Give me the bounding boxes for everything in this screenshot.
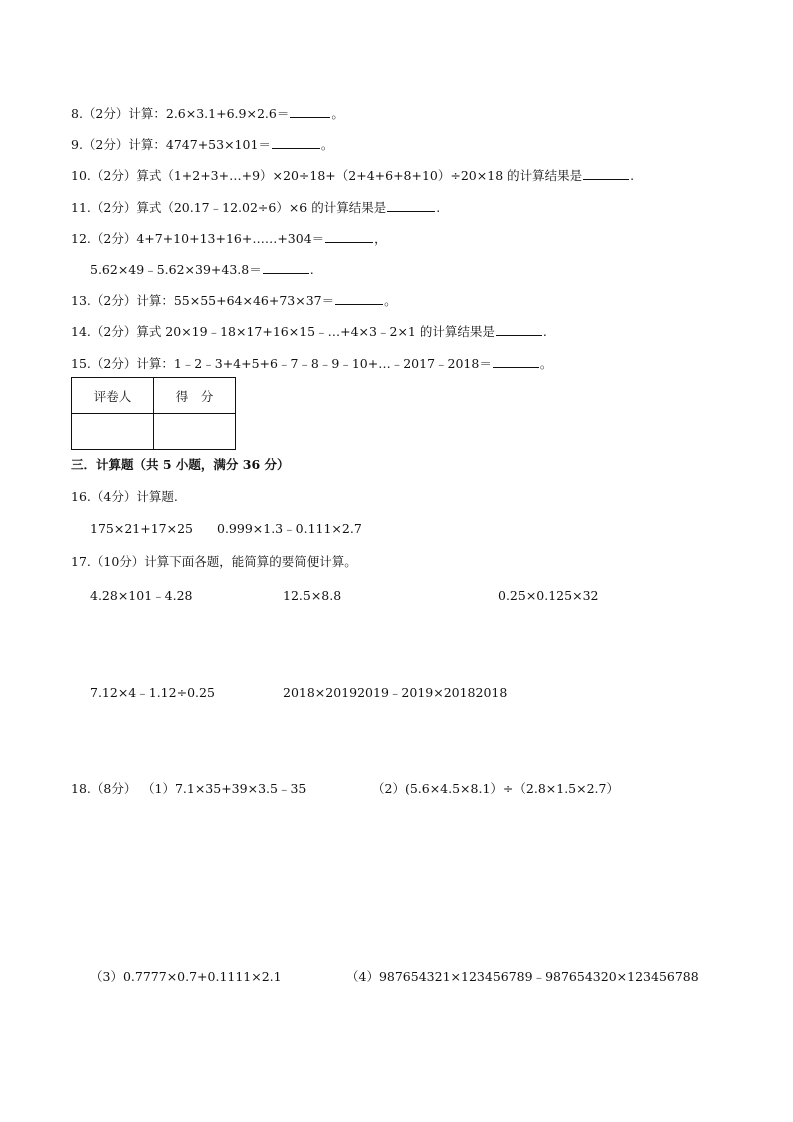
question-12-text: 12.（2分）4+7+10+13+16+……+304＝ [71,231,325,246]
question-18-item-1: （1）7.1×35+39×3.5﹣35 [142,781,307,796]
answer-blank [387,199,435,212]
question-10-text: 10.（2分）算式（1+2+3+…+9）×20÷18+（2+4+6+8+10）÷20×18 的计算结果是 [71,168,583,183]
question-10 [71,167,634,184]
question-11-text: 11.（2分）算式（20.17﹣12.02÷6）×6 的计算结果是 [71,200,387,215]
grader-header: 评卷人 [72,378,154,414]
question-13-text: 13.（2分）计算：55×55+64×46+73×37＝ [71,293,335,308]
question-17-title: 17.（10分）计算下面各题，能简算的要简便计算。 [71,554,357,569]
answer-blank [325,230,373,243]
question-13-suffix: 。 [384,293,397,308]
score-table [71,377,236,450]
question-14-text: 14.（2分）算式 20×19﹣18×17+16×15﹣…+4×3﹣2×1 的计算结果是 [71,324,495,339]
question-11 [71,199,440,216]
question-12b-suffix: . [309,262,314,277]
question-14-suffix: . [542,324,547,339]
section-3-heading: 三．计算题（共 5 小题，满分 36 分） [71,457,290,472]
question-11-suffix: . [436,200,441,215]
question-12-part-b [90,261,314,278]
question-8 [71,105,344,122]
question-16-item-2: 0.999×1.3﹣0.111×2.7 [217,521,362,536]
answer-blank [290,105,330,118]
question-9 [71,136,333,153]
question-9-suffix: 。 [320,137,334,152]
grader-cell [72,414,154,450]
answer-blank [263,261,309,274]
answer-blank [272,136,320,149]
question-9-text: 9.（2分）计算：4747+53×101＝ [71,137,271,152]
question-15-suffix: 。 [539,356,553,371]
question-12 [71,230,387,247]
answer-blank [583,167,629,180]
answer-blank [335,292,383,305]
question-18-item-3: （3）0.7777×0.7+0.1111×2.1 [90,969,282,984]
question-12-suffix: ， [374,231,387,246]
question-15 [71,355,552,372]
answer-blank [496,323,542,336]
question-17-item-3: 0.25×0.125×32 [498,588,599,603]
question-18-item-2: （2）(5.6×4.5×8.1）÷（2.8×1.5×2.7） [372,781,619,796]
score-header: 得 分 [154,378,236,414]
question-13 [71,292,397,309]
question-17-item-1: 4.28×101﹣4.28 [90,588,193,603]
question-18-item-4: （4）987654321×123456789﹣987654320×123456788 [346,969,699,984]
question-17-item-4: 7.12×4﹣1.12÷0.25 [90,685,215,700]
question-16-item-1: 175×21+17×25 [90,521,193,536]
score-cell [154,414,236,450]
question-16-title: 16.（4分）计算题. [71,489,178,504]
question-14 [71,323,547,340]
question-18-prefix: 18.（8分） [71,781,137,796]
answer-blank [493,355,539,368]
question-8-suffix: 。 [331,106,344,121]
question-17-item-5: 2018×20192019﹣2019×20182018 [283,685,508,700]
question-8-text: 8.（2分）计算：2.6×3.1+6.9×2.6＝ [71,106,290,121]
question-10-suffix: . [630,168,635,183]
question-15-text: 15.（2分）计算：1﹣2﹣3+4+5+6﹣7﹣8﹣9﹣10+…﹣2017﹣2018＝ [71,356,492,371]
question-17-item-2: 12.5×8.8 [283,588,342,603]
question-12b-text: 5.62×49﹣5.62×39+43.8＝ [90,262,262,277]
